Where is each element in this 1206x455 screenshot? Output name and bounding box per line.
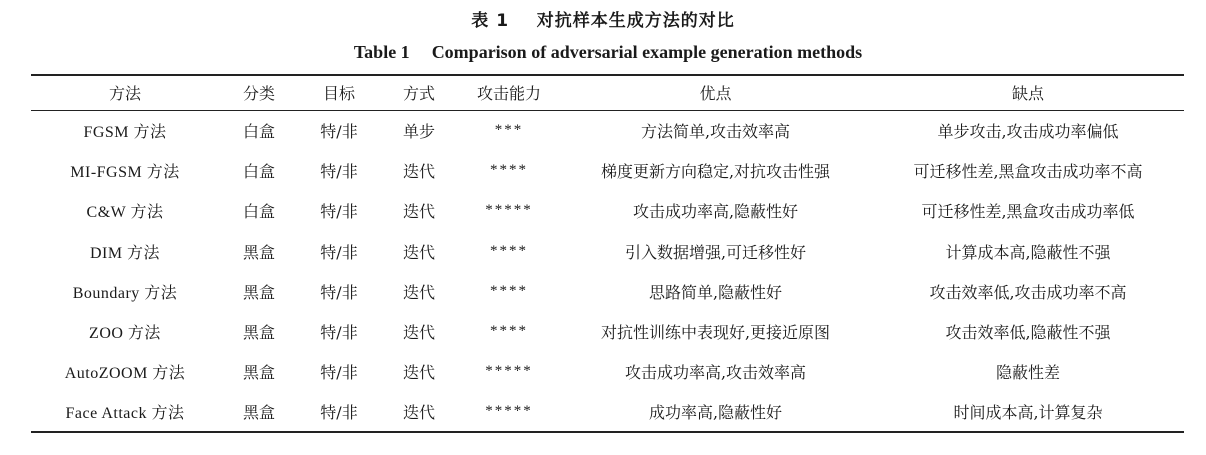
cell-disadvantages: 攻击效率低,隐蔽性不强	[945, 323, 1111, 343]
cell-category: 黑盒	[242, 363, 275, 383]
table-row	[31, 231, 1184, 271]
cell-method: DIM 方法	[89, 244, 161, 262]
cell-target: 特/非	[320, 202, 358, 222]
header-attack-ability: 攻击能力	[459, 75, 559, 110]
cell-mode: 迭代	[402, 161, 435, 181]
cell-attack-ability: ****	[490, 323, 528, 340]
cell-category: 白盒	[242, 202, 275, 222]
cell-category: 黑盒	[242, 323, 275, 343]
table-title-en: Comparison of adversarial example generation methods	[431, 42, 863, 62]
cell-disadvantages: 可迁移性差,黑盒攻击成功率不高	[913, 161, 1143, 181]
cell-disadvantages: 计算成本高,隐蔽性不强	[945, 242, 1111, 262]
cell-advantages: 引入数据增强,可迁移性好	[624, 242, 807, 262]
cell-target: 特/非	[299, 392, 379, 432]
cell-attack-ability: ****	[490, 282, 528, 299]
header-mode: 方式	[379, 75, 459, 110]
cell-attack-ability: ***	[494, 121, 524, 138]
table-row	[31, 392, 1184, 432]
cell-advantages: 攻击成功率高,隐蔽性好	[632, 202, 799, 222]
comparison-table	[31, 74, 1184, 433]
cell-disadvantages: 时间成本高,计算复杂	[872, 392, 1184, 432]
header-disadvantages: 缺点	[872, 75, 1184, 110]
cell-attack-ability: *****	[485, 202, 533, 219]
cell-advantages: 成功率高,隐蔽性好	[559, 392, 872, 432]
header-category: 分类	[219, 75, 299, 110]
cell-disadvantages: 攻击效率低,攻击成功率不高	[929, 282, 1127, 302]
cell-target: 特/非	[320, 121, 358, 141]
cell-method: Boundary 方法	[72, 284, 178, 302]
cell-target: 特/非	[320, 242, 358, 262]
cell-target: 特/非	[320, 323, 358, 343]
table-title-cn: 对抗样本生成方法的对比	[536, 11, 735, 31]
cell-advantages: 对抗性训练中表现好,更接近原图	[600, 323, 831, 343]
cell-attack-ability: *****	[485, 363, 533, 380]
cell-mode: 迭代	[402, 202, 435, 222]
table-row	[31, 311, 1184, 351]
cell-method: Face Attack 方法	[31, 392, 219, 432]
cell-attack-ability: *****	[459, 392, 559, 432]
cell-category: 白盒	[242, 161, 275, 181]
cell-target: 特/非	[320, 282, 358, 302]
cell-advantages: 梯度更新方向稳定,对抗攻击性强	[600, 161, 831, 181]
cell-method: MI-FGSM 方法	[70, 163, 180, 181]
table-number-en: Table 1	[353, 42, 410, 62]
cell-method: FGSM 方法	[83, 123, 167, 141]
table-row	[31, 191, 1184, 231]
cell-mode: 迭代	[402, 363, 435, 383]
cell-category: 黑盒	[242, 282, 275, 302]
table-caption-chinese	[0, 6, 1206, 31]
cell-advantages: 思路简单,隐蔽性好	[648, 282, 783, 302]
cell-method: ZOO 方法	[89, 325, 161, 343]
cell-advantages: 方法简单,攻击效率高	[640, 121, 791, 141]
cell-mode: 迭代	[379, 392, 459, 432]
cell-disadvantages: 隐蔽性差	[995, 363, 1060, 383]
cell-category: 白盒	[242, 121, 275, 141]
cell-target: 特/非	[320, 363, 358, 383]
cell-method: C&W 方法	[86, 204, 164, 222]
cell-mode: 迭代	[402, 282, 435, 302]
cell-attack-ability: ****	[490, 161, 528, 178]
table-number-cn: 表 1	[471, 11, 510, 31]
header-method: 方法	[31, 75, 219, 110]
table-row	[31, 271, 1184, 311]
header-target: 目标	[299, 75, 379, 110]
table-caption-english	[0, 42, 1206, 63]
cell-attack-ability: ****	[490, 242, 528, 259]
cell-target: 特/非	[320, 161, 358, 181]
cell-mode: 单步	[402, 121, 435, 141]
cell-disadvantages: 单步攻击,攻击成功率偏低	[937, 121, 1119, 141]
cell-category: 黑盒	[219, 392, 299, 432]
table-row	[31, 352, 1184, 392]
cell-disadvantages: 可迁移性差,黑盒攻击成功率低	[921, 202, 1135, 222]
header-row	[31, 75, 1184, 110]
cell-advantages: 攻击成功率高,攻击效率高	[624, 363, 807, 383]
cell-category: 黑盒	[242, 242, 275, 262]
cell-mode: 迭代	[402, 242, 435, 262]
cell-method: AutoZOOM 方法	[64, 365, 186, 383]
table-row	[31, 150, 1184, 190]
cell-mode: 迭代	[402, 323, 435, 343]
header-advantages: 优点	[559, 75, 872, 110]
table-row	[31, 110, 1184, 150]
